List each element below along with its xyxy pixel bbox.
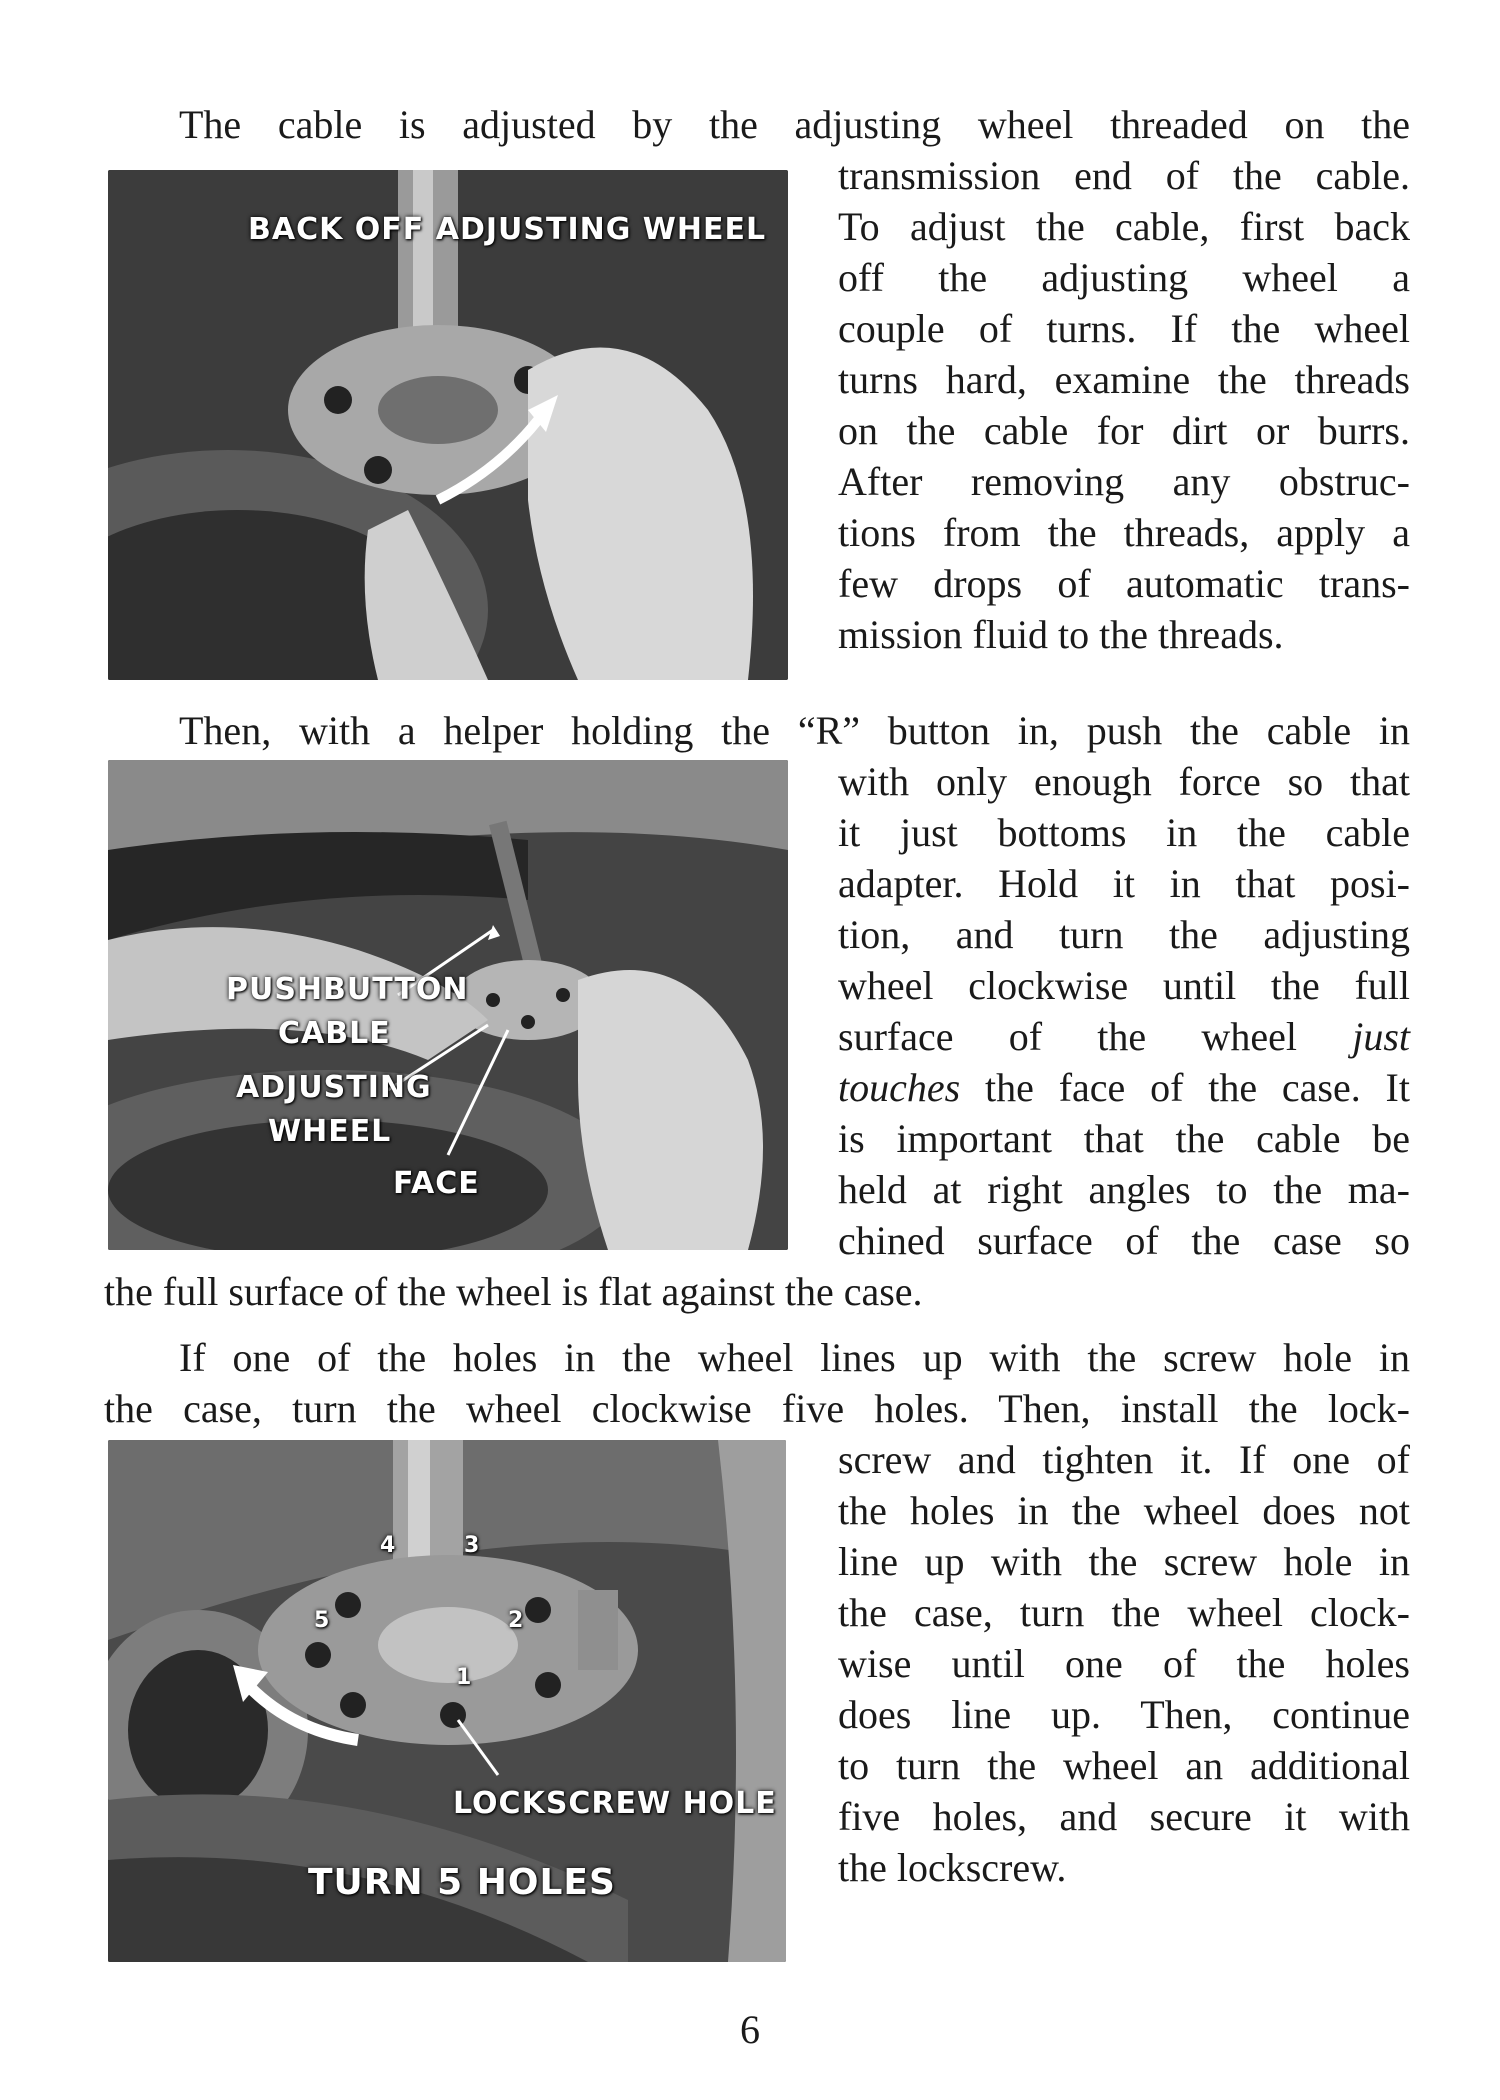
photo3-hole-number-3: 3: [464, 1533, 481, 1558]
p3-line-3: screw and tighten it. If one of: [838, 1437, 1410, 1482]
p3-line-5: line up with the screw hole in: [838, 1539, 1410, 1584]
p1-line-1: The cable is adjusted by the adjusting wheel threaded on the: [179, 102, 1410, 147]
p2-line-5: tion, and turn the adjusting: [838, 912, 1410, 957]
p3-line-2: the case, turn the wheel clockwise five holes. Then, install the lock-: [104, 1386, 1410, 1431]
p2-line-8-italic: touches: [838, 1065, 961, 1110]
p2-line-1: Then, with a helper holding the “R” button in, push the cable in: [179, 708, 1410, 753]
p2-line-9: is important that the cable be: [838, 1116, 1410, 1161]
photo2-label-wheel: WHEEL: [268, 1114, 392, 1149]
p1-line-7: on the cable for dirt or burrs.: [838, 408, 1410, 453]
photo-turn-5-holes: [108, 1440, 786, 1962]
p1-line-5: couple of turns. If the wheel: [838, 306, 1410, 351]
p3-line-10: five holes, and secure it with: [838, 1794, 1410, 1839]
p2-line-7-text: surface of the wheel: [838, 1014, 1353, 1059]
photo2-label-face: FACE: [393, 1166, 480, 1201]
photo2-label-cable: CABLE: [278, 1016, 391, 1051]
p2-line-12: the full surface of the wheel is flat against the case.: [104, 1269, 923, 1314]
p2-line-7-italic: just: [1352, 1014, 1410, 1059]
photo1-caption: BACK OFF ADJUSTING WHEEL: [248, 212, 767, 247]
p1-line-6: turns hard, examine the threads: [838, 357, 1410, 402]
photo3-hole-number-4: 4: [380, 1533, 397, 1558]
photo3-label-lockscrew-hole: LOCKSCREW HOLE: [453, 1786, 777, 1821]
p3-line-6: the case, turn the wheel clock-: [838, 1590, 1410, 1635]
photo3-hole-number-2: 2: [508, 1608, 525, 1633]
photo-back-off-adjusting-wheel: [108, 170, 788, 680]
p1-line-8: After removing any obstruc-: [838, 459, 1410, 504]
p3-line-1: If one of the holes in the wheel lines up with the screw hole in: [179, 1335, 1410, 1380]
p1-line-4: off the adjusting wheel a: [838, 255, 1410, 300]
photo3-hole-number-1: 1: [456, 1665, 473, 1690]
photo2-label-pushbutton: PUSHBUTTON: [226, 972, 469, 1007]
p2-line-10: held at right angles to the ma-: [838, 1167, 1410, 1212]
p2-line-7: [838, 1012, 1410, 1062]
photo3-hole-number-5: 5: [314, 1608, 331, 1633]
p1-line-9: tions from the threads, apply a: [838, 510, 1410, 555]
p2-line-6: wheel clockwise until the full: [838, 963, 1410, 1008]
p1-line-3: To adjust the cable, first back: [838, 204, 1410, 249]
p1-line-11: mission fluid to the threads.: [838, 612, 1284, 657]
p2-line-4: adapter. Hold it in that posi-: [838, 861, 1410, 906]
p3-line-8: does line up. Then, continue: [838, 1692, 1410, 1737]
p2-line-8: [838, 1063, 1410, 1113]
p2-line-3: it just bottoms in the cable: [838, 810, 1410, 855]
p3-line-4: the holes in the wheel does not: [838, 1488, 1410, 1533]
p2-line-2: with only enough force so that: [838, 759, 1410, 804]
photo-pushbutton-cable: [108, 760, 788, 1250]
page-number: 6: [740, 2007, 760, 2052]
p2-line-11: chined surface of the case so: [838, 1218, 1410, 1263]
p2-line-8-text: the face of the case. It: [960, 1065, 1410, 1110]
p3-line-9: to turn the wheel an additional: [838, 1743, 1410, 1788]
photo2-label-adjusting: ADJUSTING: [236, 1070, 432, 1105]
p3-line-11: the lockscrew.: [838, 1845, 1067, 1890]
p1-line-2: transmission end of the cable.: [838, 153, 1410, 198]
p3-line-7: wise until one of the holes: [838, 1641, 1410, 1686]
photo3-label-turn-5-holes: TURN 5 HOLES: [308, 1862, 616, 1903]
p1-line-10: few drops of automatic trans-: [838, 561, 1410, 606]
